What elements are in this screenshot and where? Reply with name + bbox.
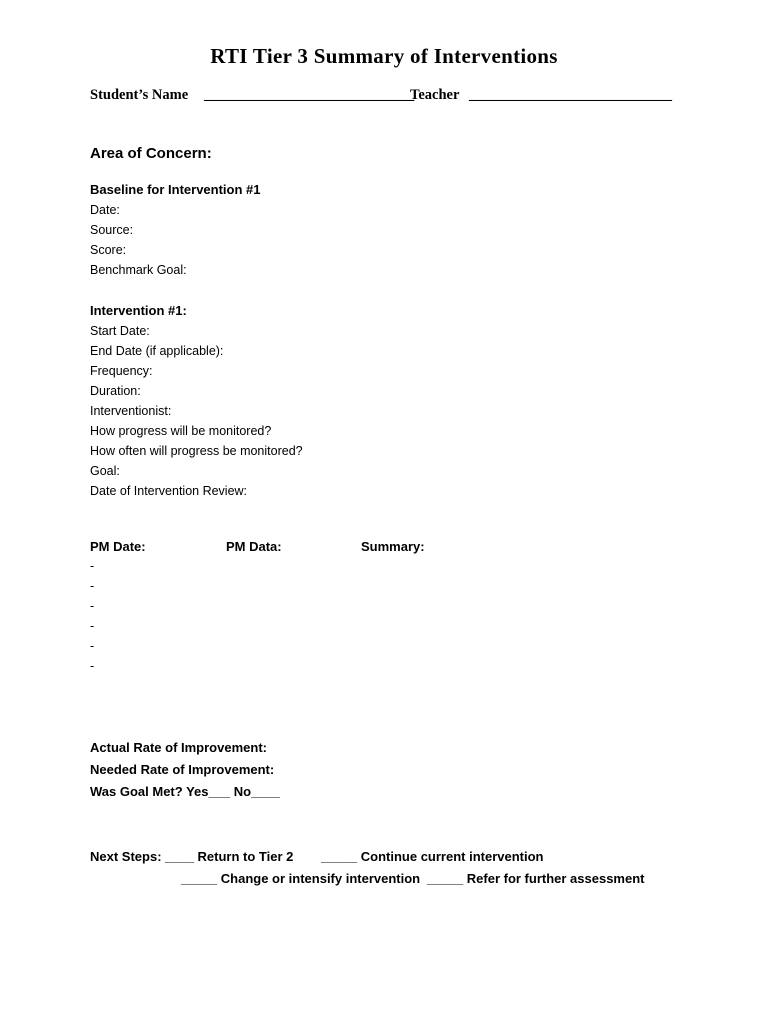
option-refer-assessment[interactable]: _____ Refer for further assessment (427, 871, 645, 886)
needed-rate-label: Needed Rate of Improvement: (90, 762, 275, 777)
frequency-label: Frequency: (90, 364, 153, 378)
summary-header: Summary: (361, 539, 425, 554)
pm-row: - (90, 659, 95, 673)
interventionist-label: Interventionist: (90, 404, 172, 418)
progress-monitoring-frequency-label: How often will progress be monitored? (90, 444, 303, 458)
teacher-blank[interactable]: ____________________________ (469, 87, 672, 103)
duration-label: Duration: (90, 384, 141, 398)
pm-row: - (90, 639, 95, 653)
baseline-source-label: Source: (90, 223, 134, 237)
student-name-blank[interactable]: _____________________________ (204, 87, 415, 103)
area-of-concern-heading: Area of Concern: (90, 145, 212, 162)
progress-monitoring-method-label: How progress will be monitored? (90, 424, 272, 438)
baseline-benchmark-goal-label: Benchmark Goal: (90, 263, 187, 277)
option-continue-intervention[interactable]: _____ Continue current intervention (321, 849, 544, 864)
goal-met-field[interactable]: Was Goal Met? Yes___ No____ (90, 784, 281, 799)
pm-date-header: PM Date: (90, 539, 146, 554)
teacher-label: Teacher (410, 87, 460, 103)
start-date-label: Start Date: (90, 324, 150, 338)
pm-data-header: PM Data: (226, 539, 282, 554)
intervention-heading: Intervention #1: (90, 303, 187, 318)
option-change-intervention[interactable]: _____ Change or intensify intervention (181, 871, 421, 886)
pm-row: - (90, 559, 95, 573)
pm-row: - (90, 619, 95, 633)
pm-row: - (90, 579, 95, 593)
option-return-to-tier-2[interactable]: ____ Return to Tier 2 (165, 849, 294, 864)
goal-label: Goal: (90, 464, 120, 478)
baseline-heading: Baseline for Intervention #1 (90, 182, 261, 197)
student-name-label: Student’s Name (90, 87, 189, 103)
baseline-date-label: Date: (90, 203, 120, 217)
end-date-label: End Date (if applicable): (90, 344, 224, 358)
document-title: RTI Tier 3 Summary of Interventions (210, 44, 558, 68)
actual-rate-label: Actual Rate of Improvement: (90, 740, 267, 755)
next-steps-label: Next Steps: (90, 849, 162, 864)
baseline-score-label: Score: (90, 243, 127, 257)
pm-row: - (90, 599, 95, 613)
intervention-review-date-label: Date of Intervention Review: (90, 484, 248, 498)
